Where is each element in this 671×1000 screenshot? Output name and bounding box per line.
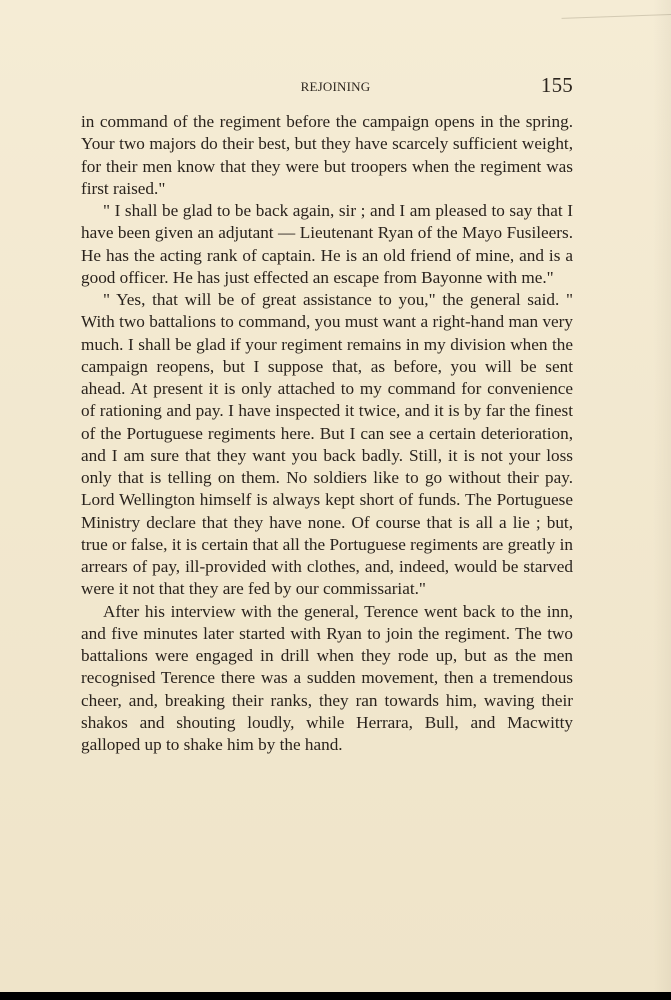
scan-border-bottom	[0, 992, 671, 1000]
page-number: 155	[540, 73, 573, 97]
paragraph-1: in command of the regiment before the campaign opens in the spring. Your two majors do their best, but they have scarcely sufficient weight, for their men know that they were but troopers when the regiment was first raised."	[81, 112, 573, 198]
page-edge-shadow	[653, 0, 671, 1000]
running-head: REJOINING	[300, 79, 371, 94]
body-text	[81, 111, 573, 756]
paragraph-4: After his interview with the general, Terence went back to the inn, and five minutes later started with Ryan to join the regiment. The two battalions were engaged in drill when they rode up, but as the men recognised Terence there was a sudden movement, then a tremendous cheer, and, breaking their ranks, they ran towards him, waving their shakos and shouting loudly, while Herrara, Bull, and Macwitty galloped up to shake him by the hand.	[81, 601, 573, 754]
page-edge-mark	[561, 0, 671, 19]
page-header	[0, 73, 671, 103]
paragraph-2: " I shall be glad to be back again, sir ; and I am pleased to say that I have been given an adjutant — Lieutenant Ryan of the Mayo Fusileers. He has the acting rank of captain. He is an old friend of mine, and is a good officer. He has just effected an escape from Bayonne with me."	[81, 201, 573, 287]
paragraph-3: " Yes, that will be of great assistance to you," the general said. " With two battalions to command, you must want a right-hand man very much. I shall be glad if your regiment remains in my division when the campaign reopens, but I suppose that, as before, you will be sent ahead. At present it is only attached to my command for convenience of rationing and pay. I have inspected it twice, and it is by far the finest of the Portuguese regiments here. But I can see a certain deterioration, and I am sure that they want you back badly. Still, it is not your loss only that is telling on them. No soldiers like to go without their pay. Lord Wellington himself is always kept short of funds. The Portuguese Ministry declare that they have none. Of course that is all a lie ; but, true or false, it is certain that all the Portuguese regiments are greatly in arrears of pay, ill-provided with clothes, and, indeed, would be starved were it not that they are fed by our commissariat."	[81, 290, 573, 599]
